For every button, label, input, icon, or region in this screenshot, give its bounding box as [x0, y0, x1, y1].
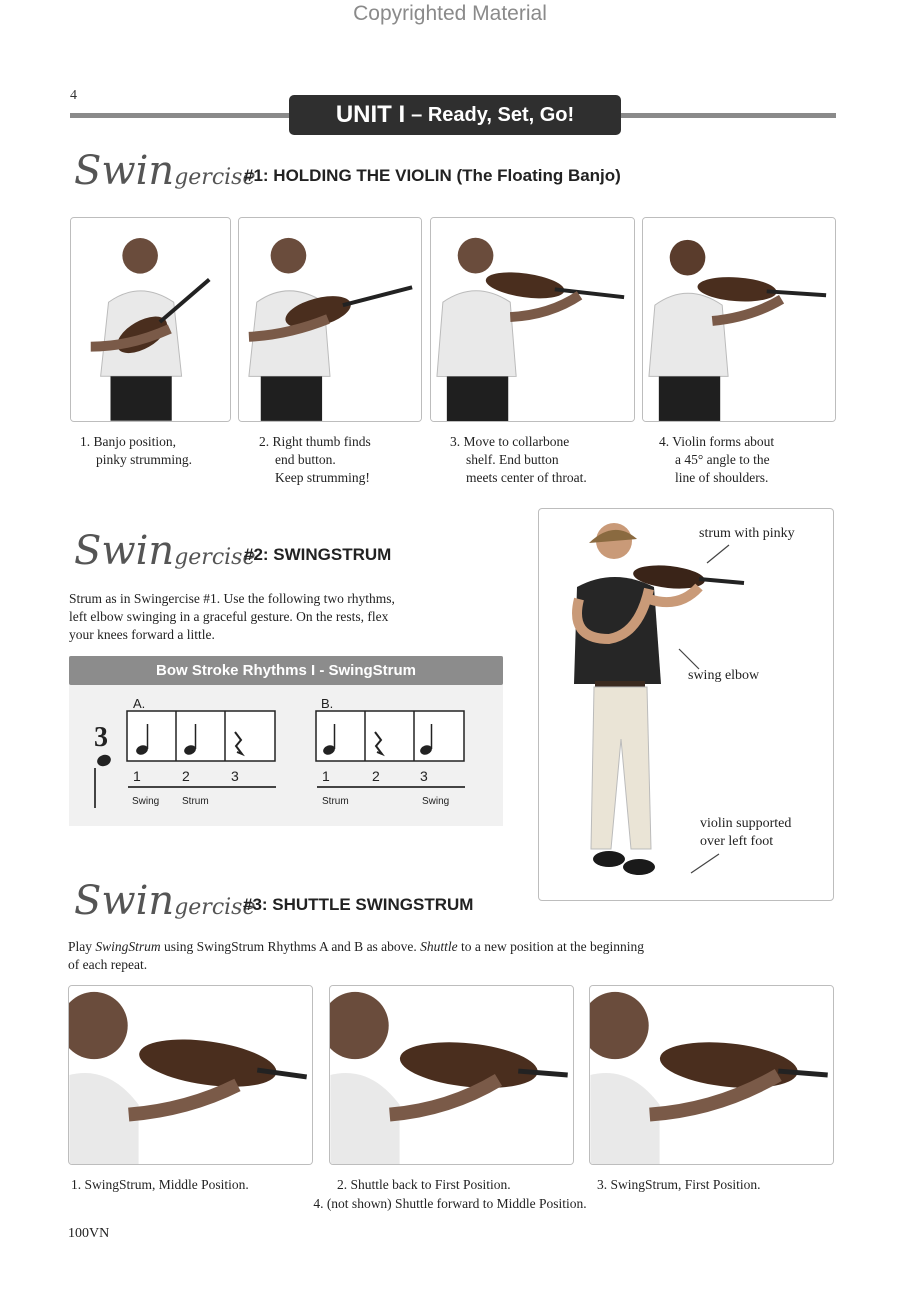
beat-number: 2: [182, 768, 190, 784]
body-text-part: Play: [68, 939, 96, 954]
time-signature: 3: [94, 722, 108, 753]
caption-line: line of shoulders.: [675, 470, 769, 485]
body-line: left elbow swinging in a graceful gesture. On the rests, flex: [69, 609, 389, 624]
rhythm-word: Swing: [132, 796, 160, 807]
caption-s3-4: 4. (not shown) Shuttle forward to Middle Position.: [313, 1196, 587, 1211]
body-line: Strum as in Swingercise #1. Use the following two rhythms,: [69, 591, 395, 606]
beat-number: 3: [420, 768, 428, 784]
logo-first: Swin: [74, 878, 175, 924]
unit-banner: [289, 95, 621, 135]
violinist-figure-icon: [431, 218, 634, 421]
caption-4: [659, 433, 774, 487]
footer-code: 100VN: [68, 1226, 110, 1241]
rhythm-word: Strum: [322, 796, 349, 807]
logo-rest: gercise: [174, 895, 256, 920]
section2-body: [69, 590, 509, 644]
section3-body: [68, 938, 848, 974]
caption-line: Keep strumming!: [275, 470, 370, 485]
time-signature-stem: [94, 768, 96, 808]
caption-line: 4. Violin forms about: [659, 434, 775, 449]
violinist-closeup-icon: [330, 986, 573, 1164]
violinist-closeup-icon: [590, 986, 833, 1164]
caption-line: pinky strumming.: [96, 452, 193, 467]
beat-underline: [128, 786, 276, 788]
photo-45-degree: [642, 217, 836, 422]
rhythm-a-notation: [126, 710, 276, 764]
body-text-part: to a new position at the beginning: [457, 939, 645, 954]
body-text-part: using SwingStrum Rhythms A and B as above.: [160, 939, 421, 954]
callout-elbow: swing elbow: [688, 668, 760, 683]
photo-shuttle-back: [329, 985, 574, 1165]
caption-line: shelf. End button: [466, 452, 559, 467]
header-rule-left: [70, 113, 292, 118]
beat-number: 1: [322, 768, 330, 784]
rhythm-b-label: B.: [321, 696, 334, 711]
section2-heading: #2: SWINGSTRUM: [244, 545, 392, 564]
body-line: [68, 938, 848, 956]
logo-first: Swin: [74, 148, 175, 194]
body-line: of each repeat.: [68, 957, 148, 972]
caption-s3-1: 1. SwingStrum, Middle Position.: [71, 1177, 249, 1192]
caption-line: end button.: [275, 452, 336, 467]
beat-number: 2: [372, 768, 380, 784]
section1-heading: #1: HOLDING THE VIOLIN (The Floating Banjo): [244, 166, 621, 185]
swingercise-logo: [74, 878, 256, 924]
beat-number: 1: [133, 768, 141, 784]
caption-3: [450, 433, 587, 487]
photo-collarbone: [430, 217, 635, 422]
caption-s3-2: 2. Shuttle back to First Position.: [337, 1177, 511, 1192]
logo-first: Swin: [74, 528, 175, 574]
logo-rest: gercise: [174, 165, 256, 190]
caption-line: 3. Move to collarbone: [450, 434, 570, 449]
body-text-part: SwingStrum: [95, 939, 161, 954]
swingercise-logo: [74, 148, 256, 194]
caption-line: a 45° angle to the: [675, 452, 770, 467]
unit-subtitle: – Ready, Set, Go!: [411, 103, 575, 126]
beat-number: 3: [231, 768, 239, 784]
unit-title: UNIT I: [335, 101, 406, 128]
callout-strum: strum with pinky: [699, 526, 795, 541]
rhythm-title-bar: Bow Stroke Rhythms I - SwingStrum: [69, 656, 503, 685]
caption-line: 2. Right thumb finds: [259, 434, 371, 449]
callout-support: [700, 815, 791, 851]
violinist-figure-icon: [643, 218, 835, 421]
violinist-figure-icon: [239, 218, 421, 421]
caption-line: 1. Banjo position,: [80, 434, 177, 449]
rhythm-word: Swing: [422, 796, 450, 807]
photo-middle-position: [68, 985, 313, 1165]
header-rule-right: [618, 113, 836, 118]
beat-underline: [317, 786, 465, 788]
callout-line: violin supported: [700, 816, 792, 831]
callout-line: over left foot: [700, 834, 774, 849]
body-line: your knees forward a little.: [69, 627, 215, 642]
photo-banjo-position: [70, 217, 231, 422]
photo-right-thumb: [238, 217, 422, 422]
page-number: 4: [70, 88, 77, 103]
section3-heading: #3: SHUTTLE SWINGSTRUM: [243, 895, 474, 914]
rhythm-word: Strum: [182, 796, 209, 807]
body-text-part: Shuttle: [420, 939, 458, 954]
rhythm-b-notation: [315, 710, 465, 764]
photo-first-position: [589, 985, 834, 1165]
violinist-figure-icon: [71, 218, 230, 421]
rhythm-a-label: A.: [133, 696, 146, 711]
caption-s3-3: 3. SwingStrum, First Position.: [597, 1177, 761, 1192]
caption-line: meets center of throat.: [466, 470, 587, 485]
logo-rest: gercise: [174, 545, 256, 570]
swingercise-logo: [74, 528, 256, 574]
caption-1: [80, 433, 192, 469]
watermark: Copyrighted Material: [353, 2, 547, 25]
violinist-closeup-icon: [69, 986, 312, 1164]
caption-2: [259, 433, 371, 487]
